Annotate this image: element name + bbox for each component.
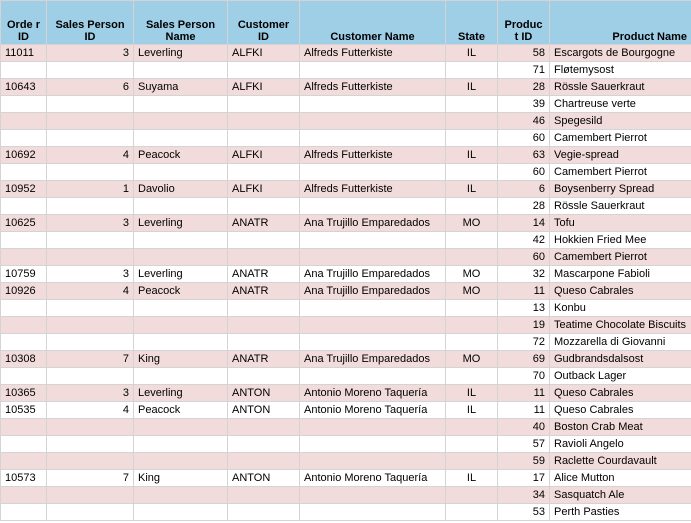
cell-state[interactable] (446, 368, 498, 385)
cell-sales-person-name[interactable] (134, 504, 228, 521)
cell-sales-person-name[interactable] (134, 487, 228, 504)
cell-customer-name[interactable] (300, 504, 446, 521)
cell-customer-name[interactable] (300, 249, 446, 266)
cell-sales-person-id[interactable] (47, 113, 134, 130)
cell-product-name[interactable]: Ravioli Angelo (550, 436, 691, 453)
cell-sales-person-name[interactable] (134, 249, 228, 266)
header-state[interactable]: State (446, 1, 498, 45)
cell-state[interactable] (446, 334, 498, 351)
table-row[interactable] (1, 368, 691, 385)
table-row[interactable] (1, 79, 691, 96)
cell-customer-id[interactable]: ALFKI (228, 147, 300, 164)
table-row[interactable] (1, 453, 691, 470)
cell-state[interactable]: MO (446, 351, 498, 368)
cell-product-name[interactable]: Rössle Sauerkraut (550, 79, 691, 96)
cell-product-id[interactable]: 42 (498, 232, 550, 249)
header-order-id[interactable]: Orde r ID (1, 1, 47, 45)
cell-product-id[interactable]: 46 (498, 113, 550, 130)
cell-product-name[interactable]: Rössle Sauerkraut (550, 198, 691, 215)
cell-order-id[interactable]: 10625 (1, 215, 47, 232)
table-row[interactable] (1, 283, 691, 300)
cell-customer-id[interactable] (228, 96, 300, 113)
cell-sales-person-id[interactable] (47, 62, 134, 79)
table-row[interactable] (1, 419, 691, 436)
cell-product-id[interactable]: 11 (498, 283, 550, 300)
cell-product-name[interactable]: Chartreuse verte (550, 96, 691, 113)
cell-sales-person-id[interactable]: 4 (47, 283, 134, 300)
table-row[interactable] (1, 147, 691, 164)
cell-sales-person-name[interactable]: Peacock (134, 147, 228, 164)
cell-state[interactable] (446, 113, 498, 130)
cell-sales-person-id[interactable] (47, 198, 134, 215)
cell-customer-id[interactable]: ANATR (228, 266, 300, 283)
cell-product-name[interactable]: Queso Cabrales (550, 402, 691, 419)
table-row[interactable] (1, 300, 691, 317)
cell-customer-id[interactable] (228, 232, 300, 249)
cell-sales-person-name[interactable] (134, 368, 228, 385)
cell-product-id[interactable]: 63 (498, 147, 550, 164)
cell-state[interactable]: MO (446, 283, 498, 300)
cell-order-id[interactable] (1, 436, 47, 453)
cell-customer-name[interactable] (300, 300, 446, 317)
cell-order-id[interactable]: 10692 (1, 147, 47, 164)
cell-sales-person-id[interactable] (47, 487, 134, 504)
cell-sales-person-name[interactable] (134, 334, 228, 351)
cell-customer-id[interactable] (228, 130, 300, 147)
cell-product-name[interactable]: Konbu (550, 300, 691, 317)
cell-product-id[interactable]: 57 (498, 436, 550, 453)
cell-sales-person-id[interactable] (47, 334, 134, 351)
cell-sales-person-name[interactable] (134, 198, 228, 215)
cell-product-name[interactable]: Fløtemysost (550, 62, 691, 79)
cell-product-id[interactable]: 71 (498, 62, 550, 79)
cell-order-id[interactable] (1, 300, 47, 317)
cell-sales-person-id[interactable] (47, 249, 134, 266)
cell-product-id[interactable]: 60 (498, 164, 550, 181)
cell-order-id[interactable] (1, 198, 47, 215)
cell-customer-id[interactable] (228, 198, 300, 215)
cell-customer-name[interactable] (300, 368, 446, 385)
cell-product-id[interactable]: 39 (498, 96, 550, 113)
cell-sales-person-id[interactable] (47, 453, 134, 470)
cell-customer-id[interactable] (228, 300, 300, 317)
cell-order-id[interactable] (1, 317, 47, 334)
cell-sales-person-id[interactable] (47, 164, 134, 181)
cell-customer-id[interactable]: ANTON (228, 402, 300, 419)
cell-order-id[interactable]: 10759 (1, 266, 47, 283)
cell-customer-id[interactable] (228, 487, 300, 504)
table-row[interactable] (1, 266, 691, 283)
cell-order-id[interactable] (1, 232, 47, 249)
cell-order-id[interactable] (1, 487, 47, 504)
cell-product-id[interactable]: 70 (498, 368, 550, 385)
cell-customer-id[interactable] (228, 334, 300, 351)
cell-customer-id[interactable] (228, 164, 300, 181)
cell-product-id[interactable]: 32 (498, 266, 550, 283)
cell-customer-id[interactable] (228, 453, 300, 470)
table-row[interactable] (1, 232, 691, 249)
cell-product-id[interactable]: 53 (498, 504, 550, 521)
cell-product-id[interactable]: 28 (498, 79, 550, 96)
cell-state[interactable] (446, 436, 498, 453)
cell-sales-person-name[interactable] (134, 96, 228, 113)
cell-sales-person-id[interactable] (47, 300, 134, 317)
cell-customer-name[interactable]: Alfreds Futterkiste (300, 147, 446, 164)
cell-customer-name[interactable] (300, 198, 446, 215)
cell-product-name[interactable]: Teatime Chocolate Biscuits (550, 317, 691, 334)
cell-order-id[interactable]: 11011 (1, 45, 47, 62)
cell-product-id[interactable]: 13 (498, 300, 550, 317)
cell-customer-id[interactable] (228, 62, 300, 79)
cell-state[interactable] (446, 232, 498, 249)
cell-customer-id[interactable]: ANATR (228, 351, 300, 368)
table-row[interactable] (1, 198, 691, 215)
cell-sales-person-id[interactable] (47, 232, 134, 249)
cell-order-id[interactable] (1, 419, 47, 436)
cell-sales-person-id[interactable]: 7 (47, 351, 134, 368)
cell-customer-id[interactable]: ALFKI (228, 181, 300, 198)
cell-sales-person-id[interactable]: 4 (47, 402, 134, 419)
cell-customer-id[interactable] (228, 249, 300, 266)
cell-customer-name[interactable]: Alfreds Futterkiste (300, 181, 446, 198)
cell-product-name[interactable]: Camembert Pierrot (550, 249, 691, 266)
table-row[interactable] (1, 215, 691, 232)
cell-product-name[interactable]: Vegie-spread (550, 147, 691, 164)
cell-order-id[interactable]: 10535 (1, 402, 47, 419)
cell-product-name[interactable]: Tofu (550, 215, 691, 232)
cell-customer-id[interactable] (228, 368, 300, 385)
cell-sales-person-id[interactable]: 3 (47, 45, 134, 62)
table-row[interactable] (1, 249, 691, 266)
cell-customer-id[interactable]: ANTON (228, 385, 300, 402)
cell-customer-name[interactable] (300, 62, 446, 79)
cell-sales-person-id[interactable] (47, 504, 134, 521)
table-row[interactable] (1, 436, 691, 453)
cell-sales-person-name[interactable]: Suyama (134, 79, 228, 96)
cell-product-name[interactable]: Raclette Courdavault (550, 453, 691, 470)
cell-product-id[interactable]: 72 (498, 334, 550, 351)
cell-product-name[interactable]: Sasquatch Ale (550, 487, 691, 504)
cell-product-id[interactable]: 40 (498, 419, 550, 436)
cell-order-id[interactable] (1, 368, 47, 385)
cell-state[interactable] (446, 487, 498, 504)
cell-product-name[interactable]: Gudbrandsdalsost (550, 351, 691, 368)
cell-product-name[interactable]: Boysenberry Spread (550, 181, 691, 198)
cell-customer-id[interactable]: ANATR (228, 283, 300, 300)
cell-state[interactable] (446, 62, 498, 79)
table-row[interactable] (1, 113, 691, 130)
table-row[interactable] (1, 504, 691, 521)
cell-customer-name[interactable] (300, 317, 446, 334)
cell-sales-person-name[interactable] (134, 113, 228, 130)
header-row (1, 1, 691, 45)
table-row[interactable] (1, 317, 691, 334)
cell-sales-person-id[interactable] (47, 419, 134, 436)
cell-product-id[interactable]: 11 (498, 385, 550, 402)
cell-state[interactable]: IL (446, 181, 498, 198)
cell-sales-person-id[interactable]: 6 (47, 79, 134, 96)
cell-customer-id[interactable] (228, 317, 300, 334)
table-row[interactable] (1, 470, 691, 487)
cell-product-id[interactable]: 60 (498, 130, 550, 147)
cell-sales-person-name[interactable]: Peacock (134, 402, 228, 419)
cell-state[interactable]: IL (446, 45, 498, 62)
cell-product-id[interactable]: 69 (498, 351, 550, 368)
cell-product-id[interactable]: 59 (498, 453, 550, 470)
table-row[interactable] (1, 181, 691, 198)
table-row[interactable] (1, 62, 691, 79)
cell-customer-id[interactable] (228, 504, 300, 521)
cell-product-name[interactable]: Queso Cabrales (550, 385, 691, 402)
cell-customer-name[interactable]: Alfreds Futterkiste (300, 79, 446, 96)
cell-product-name[interactable]: Escargots de Bourgogne (550, 45, 691, 62)
cell-sales-person-name[interactable] (134, 317, 228, 334)
cell-customer-name[interactable]: Ana Trujillo Emparedados (300, 283, 446, 300)
cell-sales-person-id[interactable]: 4 (47, 147, 134, 164)
table-row[interactable] (1, 334, 691, 351)
cell-customer-name[interactable]: Alfreds Futterkiste (300, 45, 446, 62)
cell-state[interactable]: IL (446, 402, 498, 419)
cell-sales-person-name[interactable]: Leverling (134, 385, 228, 402)
cell-product-name[interactable]: Hokkien Fried Mee (550, 232, 691, 249)
cell-order-id[interactable] (1, 164, 47, 181)
cell-customer-name[interactable] (300, 232, 446, 249)
cell-customer-name[interactable] (300, 436, 446, 453)
cell-customer-id[interactable]: ALFKI (228, 79, 300, 96)
cell-product-id[interactable]: 34 (498, 487, 550, 504)
cell-state[interactable] (446, 198, 498, 215)
cell-sales-person-id[interactable] (47, 317, 134, 334)
cell-sales-person-name[interactable] (134, 62, 228, 79)
cell-order-id[interactable]: 10365 (1, 385, 47, 402)
cell-state[interactable] (446, 300, 498, 317)
header-sales-person-name[interactable]: Sales Person Name (134, 1, 228, 45)
cell-order-id[interactable] (1, 113, 47, 130)
table-row[interactable] (1, 385, 691, 402)
cell-sales-person-id[interactable]: 3 (47, 266, 134, 283)
table-row[interactable] (1, 45, 691, 62)
cell-state[interactable] (446, 317, 498, 334)
header-product-id[interactable]: Produc t ID (498, 1, 550, 45)
cell-product-name[interactable]: Perth Pasties (550, 504, 691, 521)
cell-product-id[interactable]: 11 (498, 402, 550, 419)
cell-order-id[interactable] (1, 249, 47, 266)
cell-order-id[interactable] (1, 453, 47, 470)
cell-product-name[interactable]: Spegesild (550, 113, 691, 130)
header-sales-person-id[interactable]: Sales Person ID (47, 1, 134, 45)
cell-customer-name[interactable] (300, 96, 446, 113)
cell-customer-name[interactable]: Ana Trujillo Emparedados (300, 351, 446, 368)
header-customer-name[interactable]: Customer Name (300, 1, 446, 45)
table-row[interactable] (1, 351, 691, 368)
cell-sales-person-name[interactable]: King (134, 351, 228, 368)
cell-customer-name[interactable] (300, 130, 446, 147)
cell-customer-id[interactable] (228, 436, 300, 453)
cell-product-name[interactable]: Boston Crab Meat (550, 419, 691, 436)
cell-customer-name[interactable]: Antonio Moreno Taquería (300, 470, 446, 487)
cell-sales-person-id[interactable]: 3 (47, 215, 134, 232)
cell-product-name[interactable]: Camembert Pierrot (550, 164, 691, 181)
cell-order-id[interactable]: 10573 (1, 470, 47, 487)
cell-state[interactable]: IL (446, 79, 498, 96)
cell-product-id[interactable]: 6 (498, 181, 550, 198)
cell-sales-person-id[interactable]: 1 (47, 181, 134, 198)
cell-sales-person-name[interactable]: Leverling (134, 266, 228, 283)
cell-customer-name[interactable] (300, 487, 446, 504)
cell-product-id[interactable]: 60 (498, 249, 550, 266)
cell-order-id[interactable] (1, 62, 47, 79)
cell-state[interactable] (446, 504, 498, 521)
cell-sales-person-name[interactable]: Leverling (134, 45, 228, 62)
cell-state[interactable] (446, 249, 498, 266)
cell-state[interactable] (446, 96, 498, 113)
cell-customer-name[interactable]: Ana Trujillo Emparedados (300, 215, 446, 232)
cell-product-name[interactable]: Mozzarella di Giovanni (550, 334, 691, 351)
cell-sales-person-name[interactable] (134, 130, 228, 147)
cell-sales-person-id[interactable] (47, 130, 134, 147)
cell-sales-person-id[interactable] (47, 96, 134, 113)
cell-order-id[interactable]: 10643 (1, 79, 47, 96)
cell-state[interactable]: MO (446, 266, 498, 283)
cell-customer-id[interactable] (228, 419, 300, 436)
cell-product-id[interactable]: 14 (498, 215, 550, 232)
cell-order-id[interactable]: 10952 (1, 181, 47, 198)
table-row[interactable] (1, 96, 691, 113)
cell-state[interactable] (446, 453, 498, 470)
table-row[interactable] (1, 164, 691, 181)
cell-state[interactable] (446, 419, 498, 436)
table-row[interactable] (1, 130, 691, 147)
cell-product-id[interactable]: 28 (498, 198, 550, 215)
cell-product-name[interactable]: Mascarpone Fabioli (550, 266, 691, 283)
cell-customer-id[interactable]: ANTON (228, 470, 300, 487)
cell-sales-person-name[interactable]: Peacock (134, 283, 228, 300)
cell-sales-person-id[interactable] (47, 436, 134, 453)
header-customer-id[interactable]: Customer ID (228, 1, 300, 45)
cell-state[interactable]: MO (446, 215, 498, 232)
cell-customer-name[interactable]: Ana Trujillo Emparedados (300, 266, 446, 283)
cell-customer-name[interactable] (300, 419, 446, 436)
cell-sales-person-name[interactable] (134, 453, 228, 470)
cell-customer-name[interactable]: Antonio Moreno Taquería (300, 385, 446, 402)
cell-state[interactable] (446, 130, 498, 147)
cell-state[interactable]: IL (446, 385, 498, 402)
table-row[interactable] (1, 487, 691, 504)
cell-sales-person-name[interactable] (134, 232, 228, 249)
grid-body (1, 45, 691, 521)
table-row[interactable] (1, 402, 691, 419)
cell-product-id[interactable]: 17 (498, 470, 550, 487)
header-product-name[interactable]: Product Name (550, 1, 691, 45)
cell-customer-name[interactable] (300, 113, 446, 130)
cell-product-name[interactable]: Outback Lager (550, 368, 691, 385)
cell-product-id[interactable]: 58 (498, 45, 550, 62)
cell-order-id[interactable] (1, 96, 47, 113)
cell-sales-person-name[interactable]: King (134, 470, 228, 487)
cell-customer-id[interactable]: ALFKI (228, 45, 300, 62)
cell-order-id[interactable]: 10308 (1, 351, 47, 368)
cell-customer-name[interactable]: Antonio Moreno Taquería (300, 402, 446, 419)
cell-product-name[interactable]: Queso Cabrales (550, 283, 691, 300)
cell-order-id[interactable] (1, 130, 47, 147)
cell-product-name[interactable]: Camembert Pierrot (550, 130, 691, 147)
cell-sales-person-id[interactable] (47, 368, 134, 385)
cell-state[interactable]: IL (446, 147, 498, 164)
cell-sales-person-id[interactable]: 3 (47, 385, 134, 402)
cell-customer-name[interactable] (300, 453, 446, 470)
cell-sales-person-name[interactable] (134, 436, 228, 453)
cell-product-id[interactable]: 19 (498, 317, 550, 334)
cell-order-id[interactable]: 10926 (1, 283, 47, 300)
cell-state[interactable] (446, 164, 498, 181)
cell-customer-id[interactable]: ANATR (228, 215, 300, 232)
cell-sales-person-name[interactable] (134, 419, 228, 436)
cell-product-name[interactable]: Alice Mutton (550, 470, 691, 487)
cell-sales-person-id[interactable]: 7 (47, 470, 134, 487)
cell-state[interactable]: IL (446, 470, 498, 487)
cell-customer-name[interactable] (300, 164, 446, 181)
cell-customer-name[interactable] (300, 334, 446, 351)
cell-order-id[interactable] (1, 334, 47, 351)
cell-customer-id[interactable] (228, 113, 300, 130)
cell-sales-person-name[interactable]: Davolio (134, 181, 228, 198)
cell-sales-person-name[interactable] (134, 164, 228, 181)
cell-sales-person-name[interactable]: Leverling (134, 215, 228, 232)
cell-order-id[interactable] (1, 504, 47, 521)
cell-sales-person-name[interactable] (134, 300, 228, 317)
